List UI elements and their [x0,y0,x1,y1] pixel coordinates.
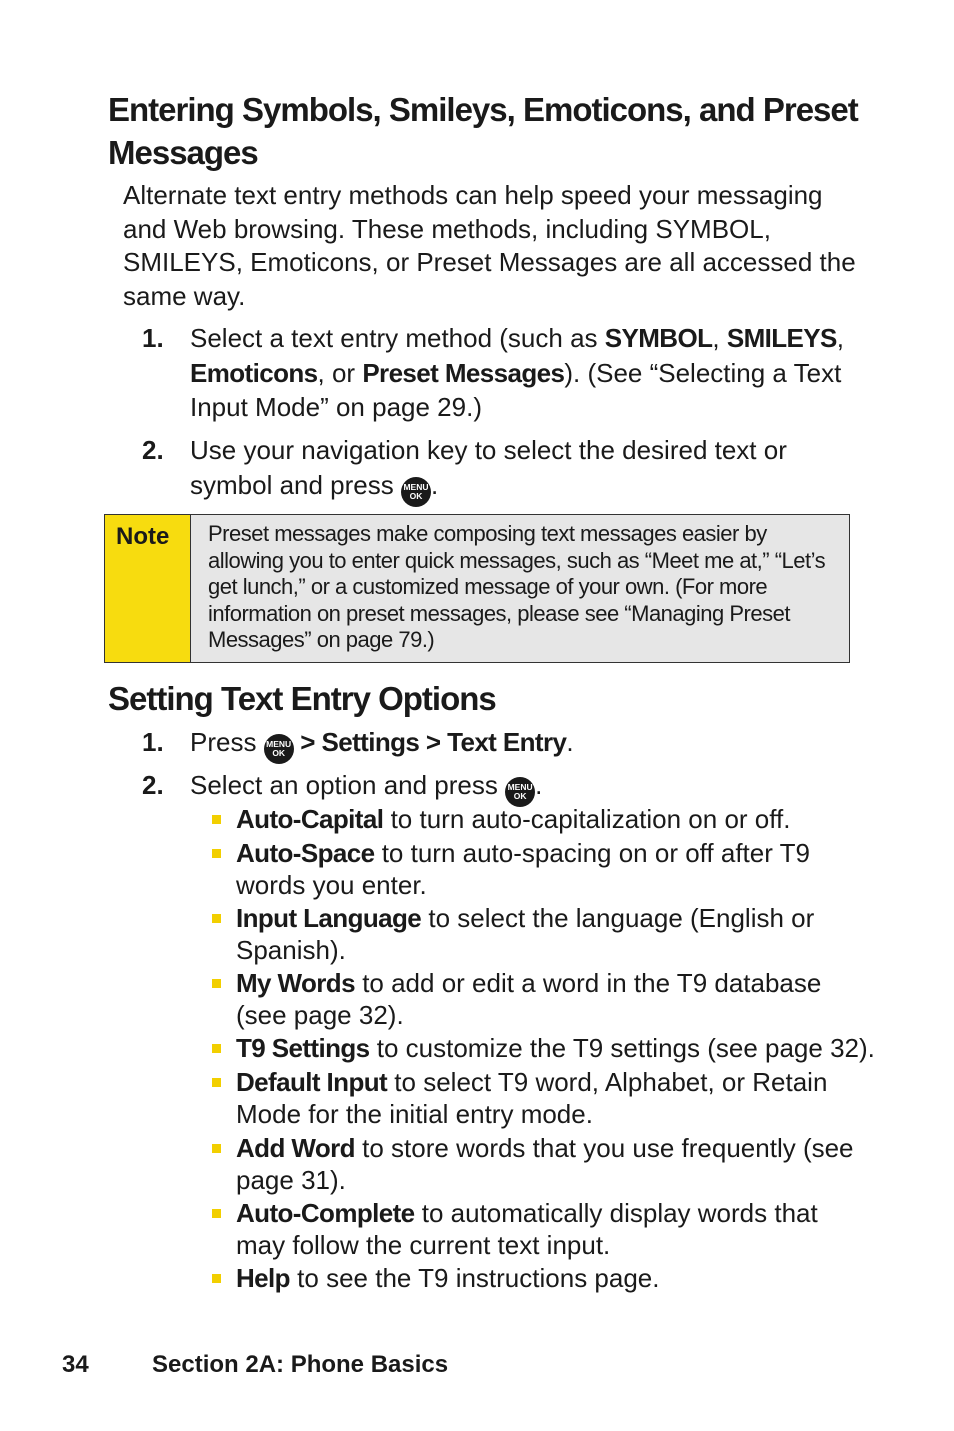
section-heading: Entering Symbols, Smileys, Emoticons, and Preset Messages [108,91,858,171]
step-text-part: ). (See “Selecting a Text Input Mode” on page 29.) [190,357,842,422]
subsection-heading: Setting Text Entry Options [108,680,496,717]
step-text-part: , or [317,357,363,388]
bullet-icon [212,914,221,923]
step-text [190,768,850,807]
bullet-icon [212,1078,221,1087]
step-item [0,433,954,505]
bullet-icon [212,1144,221,1153]
section-title: Section 2A: Phone Basics [152,1351,449,1378]
bullet-icon [212,1209,221,1218]
step-bold: Preset Messages [362,357,565,388]
step-number: 2. [142,770,164,800]
step-item [0,768,954,804]
list-item: Add Word to store words that you use frequently (see page 31). [236,1133,854,1195]
list-item: Auto-Complete to automatically display words that may follow the current text input. [236,1198,818,1260]
step-item [0,321,954,431]
page-number: 34 [62,1351,89,1378]
step-text-part: Use your navigation key to select the desired text or symbol and press [190,435,787,500]
bullet-icon [212,815,221,824]
note-label-cell [105,515,191,662]
bullet-icon [212,1044,221,1053]
bullet-icon [212,849,221,858]
list-item: Default Input to select T9 word, Alphabet, or Retain Mode for the initial entry mode. [236,1067,828,1129]
note-text: Preset messages make composing text messages easier by allowing you to enter quick messages, such as “Meet me at,” “Let’s get lunch,” or a customized message of your own. (For more information on preset messages, please see “Managing Preset Messages” on page 79.) [208,521,826,652]
step-bold: SYMBOL [604,323,713,353]
menu-ok-key-icon: MENU OK [401,477,431,507]
step-text-part: Select an option and press [190,770,506,800]
menu-path: > Settings > Text Entry [293,727,567,757]
step-number: 1. [142,323,164,353]
bullet-icon [212,979,221,988]
list-item: T9 Settings to customize the T9 settings (see page 32). [236,1033,875,1063]
step-text-part: Press [190,727,264,757]
step-text-part: , [836,323,845,353]
step-bold: SMILEYS [726,323,837,353]
bullet-icon [212,1274,221,1283]
step-text [190,321,850,425]
step-text [190,433,830,507]
list-item: Auto-Capital to turn auto-capitalization on or off. [236,804,791,834]
step-text-part: . [566,727,574,757]
step-text [190,725,850,764]
step-bold: Emoticons [190,357,318,388]
step-number: 2. [142,435,164,465]
step-text-part: , [712,323,727,353]
step-text-part: Select a text entry method (such as [190,323,605,353]
step-item [0,725,954,761]
step-text-part: . [430,469,439,500]
list-item: Input Language to select the language (English or Spanish). [236,903,815,965]
list-item: Help to see the T9 instructions page. [236,1263,660,1293]
list-item: Auto-Space to turn auto-spacing on or off after T9 words you enter. [236,838,810,900]
intro-paragraph: Alternate text entry methods can help speed your messaging and Web browsing. These methods, including SYMBOL, SMILEYS, Emoticons, or Preset Messages are all accessed the same way. [123,180,856,311]
menu-ok-key-icon: MENU OK [505,777,535,807]
note-box [104,514,850,663]
note-label: Note [116,523,170,550]
step-text-part: . [535,770,543,800]
list-item: My Words to add or edit a word in the T9 database (see page 32). [236,968,822,1030]
step-number: 1. [142,727,164,757]
menu-ok-key-icon: MENU OK [264,734,294,764]
